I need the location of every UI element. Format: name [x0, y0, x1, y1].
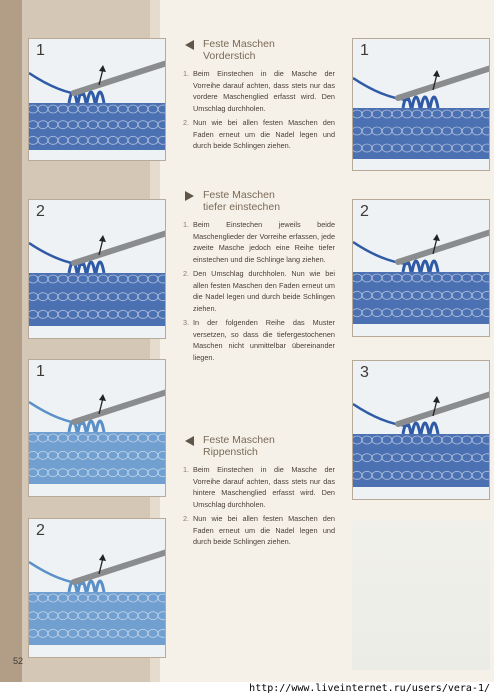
photo-panel-tiefer-2 — [352, 199, 490, 337]
section-heading — [183, 38, 335, 62]
triangle-left-icon — [185, 40, 194, 50]
triangle-left-icon — [185, 436, 194, 446]
list-item: 2. Nun wie bei allen festen Maschen den Faden erneut um die Nadel legen und durch beide Schlingen ziehen. — [183, 118, 335, 150]
photo-panel-tiefer-3 — [352, 360, 490, 500]
section-heading — [183, 434, 335, 458]
step-number: 2 — [360, 203, 369, 220]
list-item: 1. Beim Einstechen in die Masche der Vorreihe darauf achten, dass stets nur das vordere Maschenglied erfasst wird. Den Umschlag durchholen. — [183, 69, 335, 113]
section-rippenstich — [183, 434, 335, 551]
section-heading — [183, 189, 335, 213]
crochet-swatch-illustration — [353, 361, 490, 500]
photo-panel-tiefer-1 — [352, 38, 490, 171]
list-item: 1. Beim Einstechen jeweils beide Maschenglieder der Vorreihe erfassen, jede zweite Masche jedoch eine Reihe tiefer einstechen und die Schlinge lang ziehen. — [183, 220, 335, 264]
photo-panel-rippenstich-2 — [28, 518, 166, 658]
list-item: 2. Nun wie bei allen festen Maschen den Faden erneut um die Nadel legen und durch beide Schlingen ziehen. — [183, 514, 335, 546]
crochet-swatch-illustration — [29, 39, 166, 161]
left-sidebar — [0, 0, 22, 682]
footer-bar — [0, 682, 494, 699]
crochet-swatch-illustration — [353, 200, 490, 337]
list-item: 2. Den Umschlag durchholen. Nun wie bei allen festen Maschen den Faden erneut um die Nadel legen und durch beide Schlingen ziehen. — [183, 269, 335, 313]
step-number: 3 — [360, 364, 369, 381]
triangle-right-icon — [185, 191, 194, 201]
step-list — [183, 68, 335, 152]
heading-line-1: Feste Maschen — [203, 434, 275, 446]
list-item: 3. In der folgenden Reihe das Muster versetzen, so dass die tiefergestochenen Maschen nicht unmittelbar übereinander liegen. — [183, 318, 335, 362]
list-item: 1. Beim Einstechen in die Masche der Vorreihe darauf achten, dass stets nur das hintere Maschenglied erfasst wird. Den Umschlag durchholen. — [183, 465, 335, 509]
section-tiefer-einstechen — [183, 189, 335, 366]
crochet-swatch-illustration — [353, 39, 490, 171]
step-number: 2 — [36, 522, 45, 539]
step-number: 1 — [360, 42, 369, 59]
faded-background-photo — [352, 520, 490, 670]
photo-panel-rippenstich-1 — [28, 359, 166, 497]
step-list — [183, 219, 335, 363]
section-vorderstich — [183, 38, 335, 155]
source-url: http://www.liveinternet.ru/users/vera-1/ — [249, 683, 490, 694]
heading-line-2: Rippenstich — [203, 446, 258, 458]
photo-panel-vorderstich-2 — [28, 199, 166, 339]
heading-line-1: Feste Maschen — [203, 38, 275, 50]
step-number: 2 — [36, 203, 45, 220]
crochet-swatch-illustration — [29, 360, 166, 497]
crochet-swatch-illustration — [29, 200, 166, 339]
photo-panel-vorderstich-1 — [28, 38, 166, 161]
page-number: 52 — [13, 656, 24, 666]
heading-line-1: Feste Maschen — [203, 189, 275, 201]
heading-line-2: tiefer einstechen — [203, 201, 281, 213]
step-number: 1 — [36, 42, 45, 59]
step-number: 1 — [36, 363, 45, 380]
heading-line-2: Vorderstich — [203, 50, 256, 62]
crochet-swatch-illustration — [29, 519, 166, 658]
step-list — [183, 464, 335, 548]
